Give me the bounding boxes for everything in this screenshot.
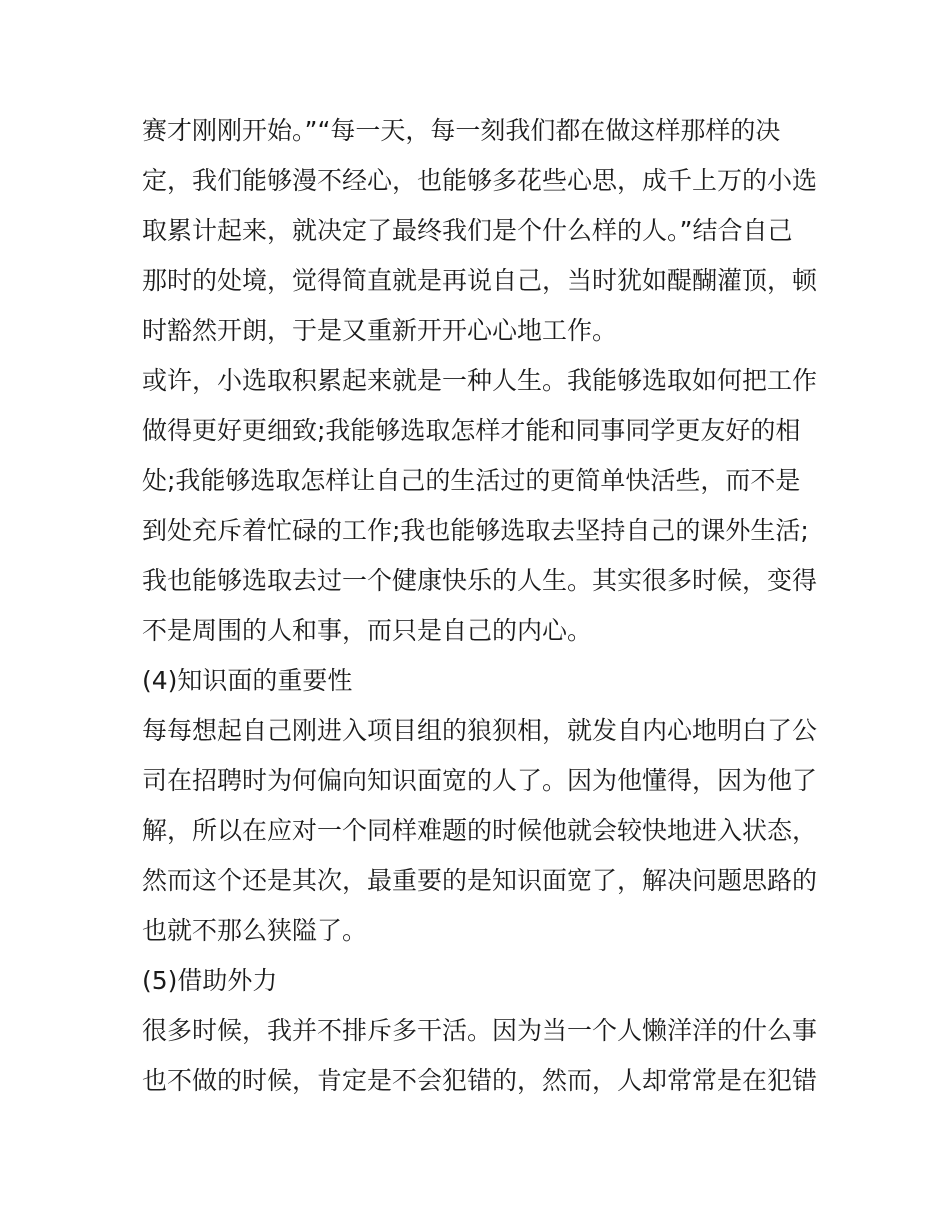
text-line: 定，我们能够漫不经心，也能够多花些心思，成千上万的小选 — [142, 166, 818, 195]
text-line: 赛才刚刚开始。”“每一天，每一刻我们都在做这样那样的决 — [142, 116, 781, 145]
text-line: 时豁然开朗，于是又重新开开心心地工作。 — [142, 316, 618, 345]
text-line: 然而这个还是其次，最重要的是知识面宽了，解决问题思路的 — [142, 866, 818, 895]
text-line: 取累计起来，就决定了最终我们是个什么样的人。”结合自己 — [142, 216, 793, 245]
text-line: 那时的处境，觉得简直就是再说自己，当时犹如醍醐灌顶，顿 — [142, 266, 818, 295]
text-line: 做得更好更细致;我能够选取怎样才能和同事同学更友好的相 — [142, 416, 801, 445]
text-line: 不是周围的人和事，而只是自己的内心。 — [142, 616, 593, 645]
section-heading: (5)借助外力 — [142, 966, 278, 995]
text-line: 处;我能够选取怎样让自己的生活过的更简单快活些，而不是 — [142, 466, 801, 495]
text-line: 解，所以在应对一个同样难题的时候他就会较快地进入状态， — [142, 816, 818, 845]
document-body — [142, 106, 822, 1106]
text-line: 或许，小选取积累起来就是一种人生。我能够选取如何把工作 — [142, 366, 818, 395]
text-line: 也不做的时候，肯定是不会犯错的，然而，人却常常是在犯错 — [142, 1066, 818, 1095]
text-line: 我也能够选取去过一个健康快乐的人生。其实很多时候，变得 — [142, 566, 818, 595]
text-line: 司在招聘时为何偏向知识面宽的人了。因为他懂得，因为他了 — [142, 766, 818, 795]
text-line: 到处充斥着忙碌的工作;我也能够选取去坚持自己的课外生活; — [142, 516, 809, 545]
section-heading: (4)知识面的重要性 — [142, 666, 353, 695]
text-line: 每每想起自己刚进入项目组的狼狈相，就发自内心地明白了公 — [142, 716, 818, 745]
text-line: 也就不那么狭隘了。 — [142, 916, 368, 945]
text-line: 很多时候，我并不排斥多干活。因为当一个人懒洋洋的什么事 — [142, 1016, 818, 1045]
